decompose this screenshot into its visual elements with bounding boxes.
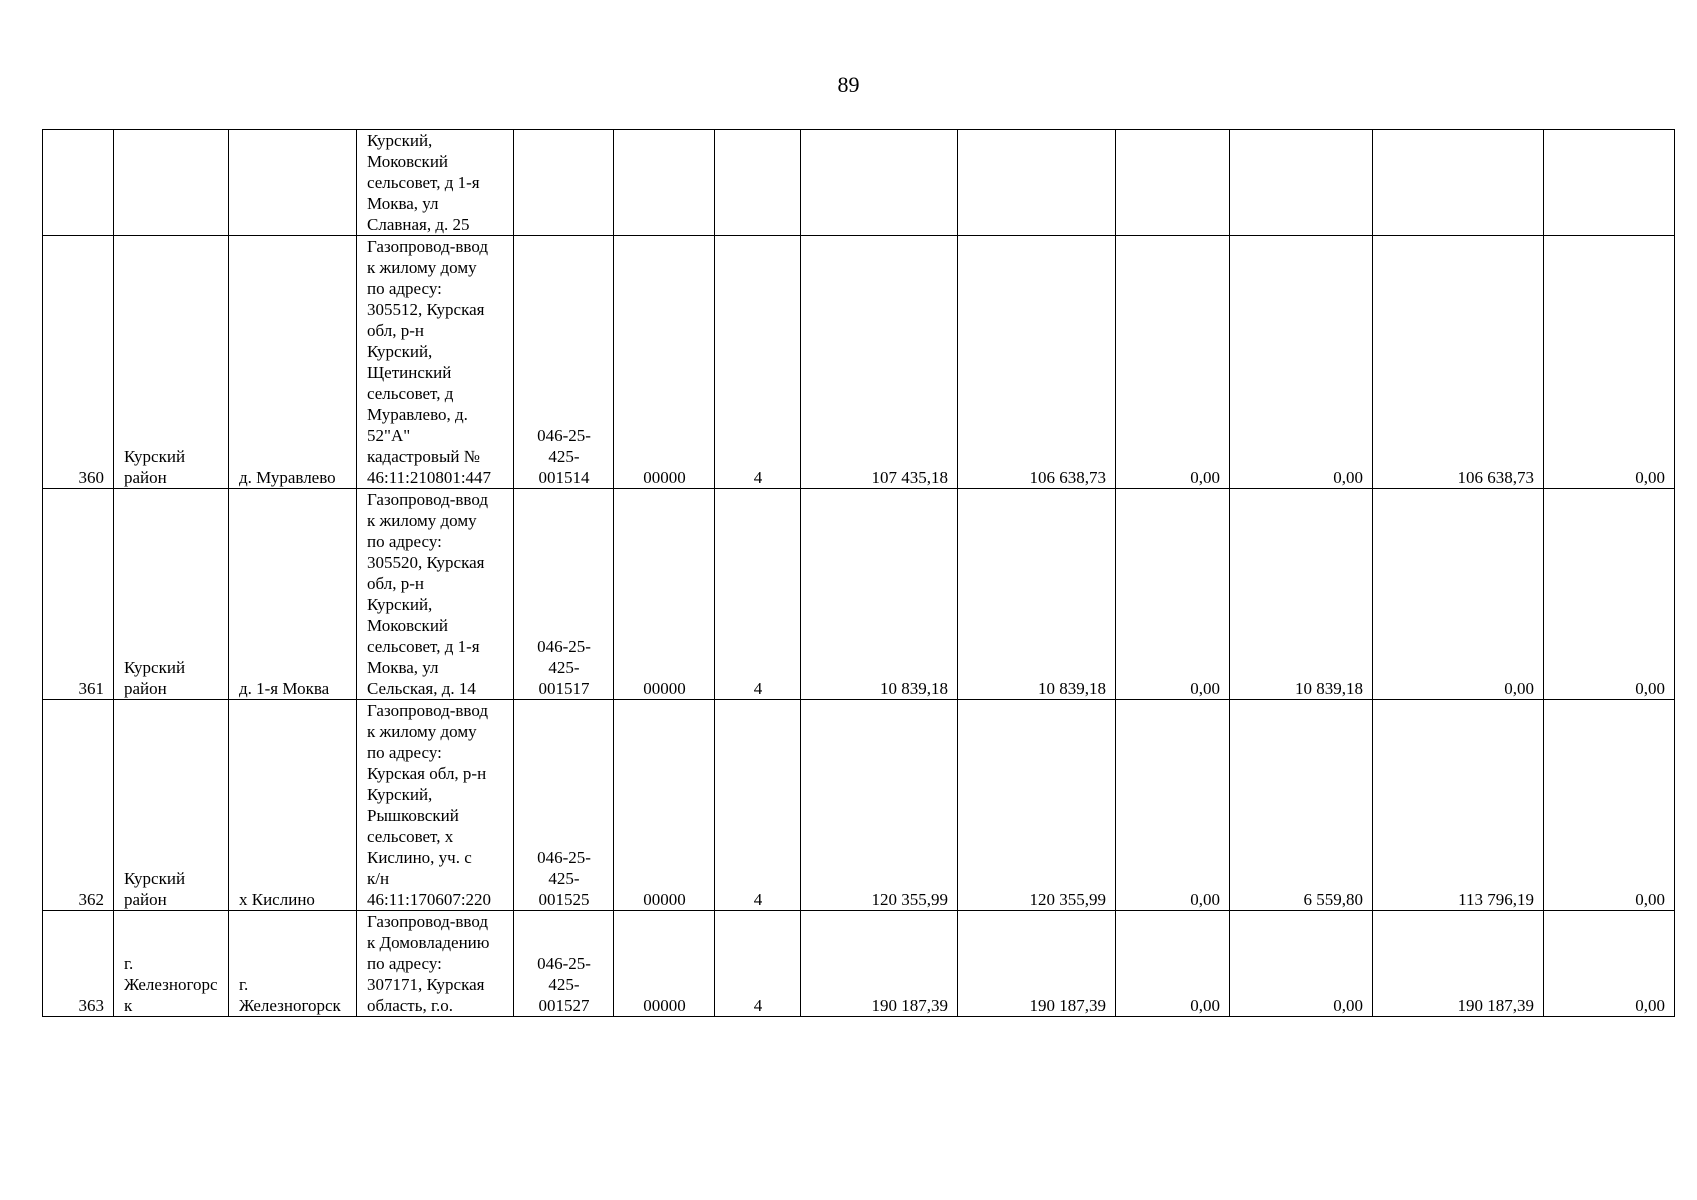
description-line: к/н [367, 869, 390, 888]
description-line: Газопровод-ввод [367, 912, 488, 931]
code-cell [614, 130, 715, 236]
value-5-cell: 113 796,19 [1373, 700, 1544, 911]
object-description-cell [357, 236, 514, 489]
description-line: 307171, Курская [367, 975, 485, 994]
value-5-cell: 190 187,39 [1373, 911, 1544, 1017]
value-1-cell [801, 130, 958, 236]
description-line: обл, р-н [367, 574, 424, 593]
value-2-cell: 120 355,99 [958, 700, 1116, 911]
region-cell: г. Железногорск [114, 911, 229, 1017]
description-line: Моква, ул [367, 194, 439, 213]
description-line: Муравлево, д. [367, 405, 468, 424]
region-cell: Курский район [114, 236, 229, 489]
value-2-cell: 106 638,73 [958, 236, 1116, 489]
value-6-cell: 0,00 [1544, 236, 1675, 489]
value-4-cell: 0,00 [1230, 911, 1373, 1017]
page-number: 89 [837, 72, 860, 97]
region-cell: Курский район [114, 489, 229, 700]
settlement-cell: д. Муравлево [229, 236, 357, 489]
value-6-cell: 0,00 [1544, 489, 1675, 700]
code-cell: 00000 [614, 700, 715, 911]
settlement-cell: г. Железногорск [229, 911, 357, 1017]
value-4-cell: 0,00 [1230, 236, 1373, 489]
row-number-cell: 363 [43, 911, 114, 1017]
value-6-cell: 0,00 [1544, 700, 1675, 911]
value-5-cell [1373, 130, 1544, 236]
value-2-cell: 10 839,18 [958, 489, 1116, 700]
row-number-cell: 360 [43, 236, 114, 489]
description-line: по адресу: [367, 279, 442, 298]
asset-registry-table [42, 129, 1675, 1017]
settlement-cell: х Кислино [229, 700, 357, 911]
group-cell: 4 [715, 700, 801, 911]
description-line: 46:11:210801:447 [367, 468, 492, 487]
description-line: Моква, ул [367, 658, 439, 677]
description-line: к жилому дому [367, 722, 477, 741]
value-1-cell: 107 435,18 [801, 236, 958, 489]
row-number-cell: 361 [43, 489, 114, 700]
inventory-number-cell: 046-25-425-001527 [514, 911, 614, 1017]
description-line: кадастровый № [367, 447, 480, 466]
description-line: к Домовладению [367, 933, 490, 952]
group-cell: 4 [715, 489, 801, 700]
object-description-cell [357, 489, 514, 700]
description-line: Рышковский [367, 806, 459, 825]
description-line: к жилому дому [367, 511, 477, 530]
row-number-cell: 362 [43, 700, 114, 911]
description-line: сельсовет, д [367, 384, 454, 403]
description-line: Курский, [367, 131, 433, 150]
region-cell [114, 130, 229, 236]
value-2-cell [958, 130, 1116, 236]
value-3-cell: 0,00 [1116, 700, 1230, 911]
description-line: 46:11:170607:220 [367, 890, 492, 909]
description-line: 52"А" [367, 426, 411, 445]
value-3-cell [1116, 130, 1230, 236]
object-description-cell [357, 911, 514, 1017]
object-description-cell [357, 130, 514, 236]
value-3-cell: 0,00 [1116, 236, 1230, 489]
description-line: по адресу: [367, 954, 442, 973]
inventory-number-cell [514, 130, 614, 236]
value-6-cell: 0,00 [1544, 911, 1675, 1017]
region-cell: Курский район [114, 700, 229, 911]
description-line: Славная, д. 25 [367, 215, 470, 234]
description-line: Газопровод-ввод [367, 490, 488, 509]
table-row [43, 911, 1675, 1017]
group-cell: 4 [715, 236, 801, 489]
description-line: Газопровод-ввод [367, 237, 488, 256]
description-line: сельсовет, д 1-я [367, 637, 480, 656]
value-3-cell: 0,00 [1116, 489, 1230, 700]
inventory-number-cell: 046-25-425-001514 [514, 236, 614, 489]
description-line: Кислино, уч. с [367, 848, 472, 867]
description-line: Курская обл, р-н [367, 764, 487, 783]
description-line: 305520, Курская [367, 553, 485, 572]
value-5-cell: 0,00 [1373, 489, 1544, 700]
table-row [43, 489, 1675, 700]
value-2-cell: 190 187,39 [958, 911, 1116, 1017]
description-line: Газопровод-ввод [367, 701, 488, 720]
table-body [43, 130, 1675, 1017]
description-line: Щетинский [367, 363, 452, 382]
description-line: Курский, [367, 342, 433, 361]
description-line: по адресу: [367, 743, 442, 762]
description-line: Моковский [367, 616, 449, 635]
description-line: по адресу: [367, 532, 442, 551]
settlement-cell: д. 1-я Моква [229, 489, 357, 700]
code-cell: 00000 [614, 911, 715, 1017]
row-number-cell [43, 130, 114, 236]
value-1-cell: 10 839,18 [801, 489, 958, 700]
description-line: обл, р-н [367, 321, 424, 340]
inventory-number-cell: 046-25-425-001517 [514, 489, 614, 700]
value-5-cell: 106 638,73 [1373, 236, 1544, 489]
group-cell: 4 [715, 911, 801, 1017]
description-line: Моковский [367, 152, 449, 171]
value-4-cell [1230, 130, 1373, 236]
description-line: сельсовет, х [367, 827, 454, 846]
description-line: область, г.о. [367, 996, 454, 1015]
value-4-cell: 10 839,18 [1230, 489, 1373, 700]
description-line: 305512, Курская [367, 300, 485, 319]
code-cell: 00000 [614, 236, 715, 489]
table-row [43, 700, 1675, 911]
value-6-cell [1544, 130, 1675, 236]
table-row [43, 236, 1675, 489]
description-line: Сельская, д. 14 [367, 679, 476, 698]
settlement-cell [229, 130, 357, 236]
value-4-cell: 6 559,80 [1230, 700, 1373, 911]
group-cell [715, 130, 801, 236]
object-description-cell [357, 700, 514, 911]
description-line: Курский, [367, 595, 433, 614]
code-cell: 00000 [614, 489, 715, 700]
description-line: сельсовет, д 1-я [367, 173, 480, 192]
value-3-cell: 0,00 [1116, 911, 1230, 1017]
description-line: Курский, [367, 785, 433, 804]
inventory-number-cell: 046-25-425-001525 [514, 700, 614, 911]
table-row [43, 130, 1675, 236]
value-1-cell: 190 187,39 [801, 911, 958, 1017]
description-line: к жилому дому [367, 258, 477, 277]
value-1-cell: 120 355,99 [801, 700, 958, 911]
